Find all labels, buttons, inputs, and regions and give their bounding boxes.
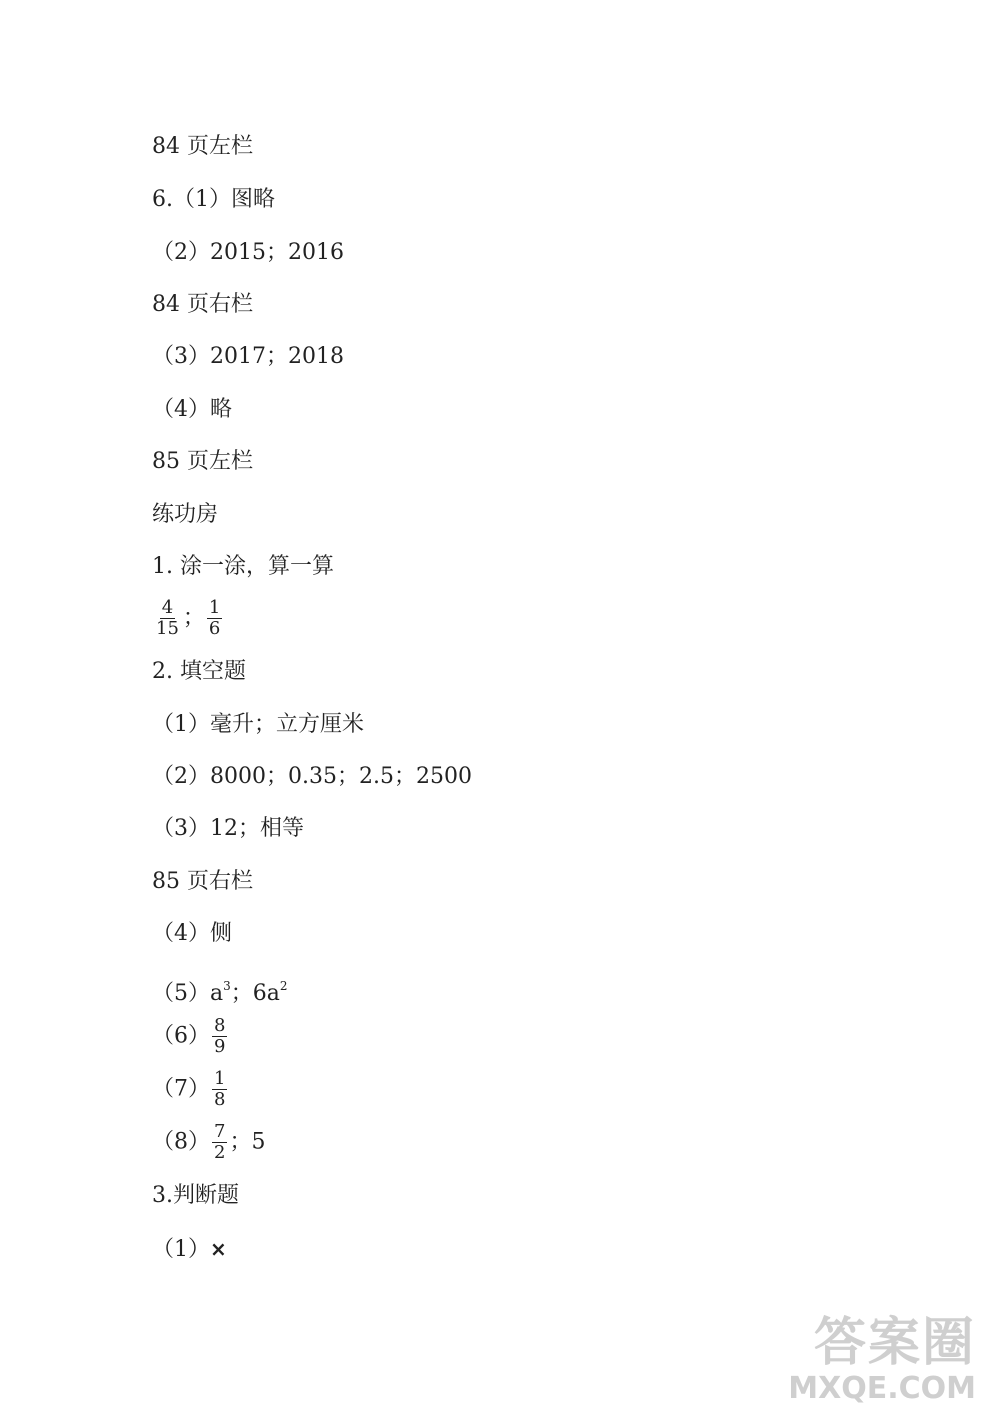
- answer-2-2: （2）8000；0.35；2.5；2500: [152, 764, 472, 789]
- prefix: （1）: [152, 1237, 210, 1262]
- answer-2-6: [152, 1016, 229, 1057]
- numerator: 8: [214, 1015, 226, 1036]
- heading-84-left: 84 页左栏: [152, 134, 253, 159]
- numerator: 1: [208, 597, 221, 618]
- heading-84-right: 84 页右栏: [152, 292, 253, 317]
- answer-6-3: （3）2017；2018: [152, 344, 344, 369]
- numerator: 4: [161, 597, 174, 618]
- prefix: （7）: [152, 1076, 210, 1102]
- fraction: [212, 1122, 227, 1163]
- section-title: 练功房: [152, 502, 219, 527]
- numerator: 7: [214, 1121, 226, 1142]
- separator: ；: [182, 605, 205, 631]
- denominator: 15: [156, 618, 179, 639]
- prefix: （5）a: [152, 981, 224, 1006]
- denominator: 6: [208, 618, 221, 639]
- answer-2-3: （3）12；相等: [152, 816, 304, 841]
- answer-2-8: [152, 1122, 265, 1163]
- prefix: （8）: [152, 1129, 210, 1155]
- answer-6-2: （2）2015；2016: [152, 240, 344, 265]
- answer-2-4: （4）侧: [152, 921, 232, 946]
- question-2-title: 2. 填空题: [152, 659, 246, 684]
- heading-85-left: 85 页左栏: [152, 449, 253, 474]
- numerator: 1: [214, 1068, 226, 1089]
- fraction: [207, 598, 222, 639]
- answer-6-4: （4）略: [152, 397, 232, 422]
- superscript: 3: [223, 979, 231, 993]
- watermark-logo: [788, 1314, 976, 1406]
- denominator: 8: [214, 1089, 226, 1110]
- question-1-title: 1. 涂一涂，算一算: [152, 554, 334, 579]
- denominator: 2: [214, 1142, 226, 1163]
- answer-6-1: 6.（1）图略: [152, 187, 275, 212]
- answer-3-1: [152, 1236, 227, 1263]
- fraction: [212, 1069, 227, 1110]
- answer-2-5: [152, 973, 288, 1007]
- heading-85-right: 85 页右栏: [152, 869, 253, 894]
- suffix: ；5: [229, 1129, 266, 1155]
- answer-2-7: [152, 1069, 229, 1110]
- question-3-title: 3.判断题: [152, 1183, 239, 1208]
- superscript: 2: [279, 979, 288, 993]
- prefix: （6）: [152, 1023, 210, 1049]
- middle: ；6a: [230, 981, 280, 1006]
- fraction: [212, 1016, 227, 1057]
- denominator: 9: [214, 1036, 226, 1057]
- answer-1-fractions: [152, 598, 224, 639]
- cross-mark-icon: ×: [210, 1237, 227, 1261]
- answer-2-1: （1）毫升；立方厘米: [152, 712, 364, 737]
- watermark-title: 答案圈: [813, 1313, 976, 1373]
- watermark-url: MXQE.COM: [788, 1371, 976, 1406]
- fraction: [154, 598, 181, 639]
